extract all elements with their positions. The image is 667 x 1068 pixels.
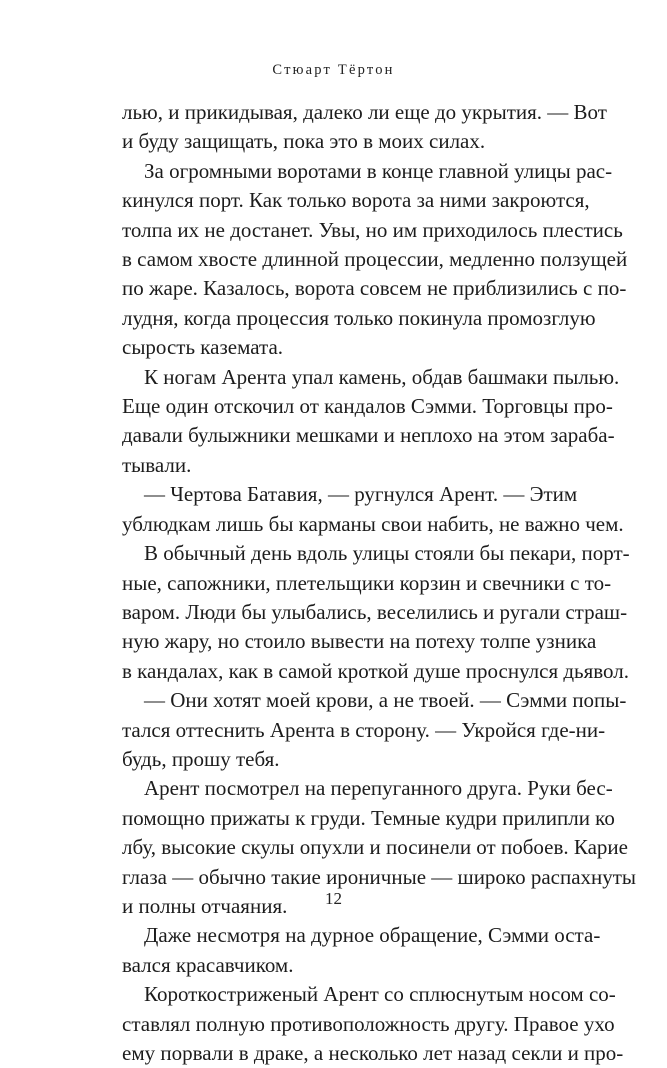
text-line: глаза — обычно такие ироничные — широко распахнуты bbox=[122, 864, 637, 889]
text-line: толпа их не достанет. Увы, но им приходилось плестись bbox=[122, 217, 623, 242]
text-line: вался красавчиком. bbox=[122, 952, 294, 977]
text-line: и буду защищать, пока это в моих силах. bbox=[122, 129, 486, 154]
text-line: Короткостриженый Арент со сплюснутым носом со- bbox=[144, 982, 616, 1007]
text-line: ставлял полную противоположность другу. Правое ухо bbox=[122, 1011, 615, 1036]
text-line: давали булыжники мешками и неплохо на этом зараба- bbox=[122, 423, 615, 448]
text-line: ему порвали в драке, а несколько лет назад секли и про- bbox=[122, 1041, 624, 1065]
text-line: кинулся порт. Как только ворота за ними закроются, bbox=[122, 188, 590, 213]
text-line: по жаре. Казалось, ворота совсем не приблизились с по- bbox=[122, 276, 627, 301]
page-number: 12 bbox=[325, 889, 342, 908]
text-line: тался оттеснить Арента в сторону. — Укройся где-ни- bbox=[122, 717, 606, 742]
paragraph-3 bbox=[100, 363, 620, 481]
text-line: сырость каземата. bbox=[122, 335, 284, 360]
paragraph-5 bbox=[100, 539, 630, 686]
paragraph-6 bbox=[100, 686, 627, 774]
text-line: будь, прошу тебя. bbox=[122, 746, 280, 771]
paragraph-4 bbox=[100, 480, 624, 539]
text-line: и полны отчаяния. bbox=[122, 893, 288, 918]
text-line: помощно прижаты к груди. Темные кудри прилипли ко bbox=[122, 805, 615, 830]
body-text bbox=[100, 98, 637, 1068]
text-line: тывали. bbox=[122, 452, 192, 477]
text-line: За огромными воротами в конце главной улицы рас- bbox=[144, 158, 613, 183]
paragraph-8 bbox=[100, 921, 601, 980]
text-line: В обычный день вдоль улицы стояли бы пекари, порт- bbox=[144, 541, 630, 566]
text-line: лбу, высокие скулы опухли и посинели от побоев. Карие bbox=[122, 835, 628, 860]
text-line: — Чертова Батавия, — ругнулся Арент. — Этим bbox=[144, 482, 578, 507]
text-line: ную жару, но стоило вывести на потеху толпе узника bbox=[122, 629, 597, 654]
text-line: Даже несмотря на дурное обращение, Сэмми оста- bbox=[144, 923, 601, 948]
text-line: — Они хотят моей крови, а не твоей. — Сэмми попы- bbox=[144, 688, 627, 713]
text-line: ные, сапожники, плетельщики корзин и свечники с то- bbox=[122, 570, 612, 595]
text-line: лудня, когда процессия только покинула промозглую bbox=[122, 305, 596, 330]
text-line: Еще один отскочил от кандалов Сэмми. Торговцы про- bbox=[122, 394, 613, 419]
book-page bbox=[100, 0, 637, 1065]
text-line: лью, и прикидывая, далеко ли еще до укрытия. — Вот bbox=[122, 100, 607, 124]
text-line: в самом хвосте длинной процессии, медленно ползущей bbox=[122, 247, 628, 272]
text-line: Арент посмотрел на перепуганного друга. Руки бес- bbox=[144, 776, 613, 801]
text-line: варом. Люди бы улыбались, веселились и ругали страш- bbox=[122, 599, 628, 624]
text-line: К ногам Арента упал камень, обдав башмаки пылью. bbox=[144, 364, 620, 389]
paragraph-1 bbox=[100, 98, 607, 157]
running-head: Стюарт Тёртон bbox=[272, 62, 395, 78]
text-line: в кандалах, как в самой кроткой душе проснулся дьявол. bbox=[122, 658, 630, 683]
paragraph-2 bbox=[100, 157, 628, 363]
text-line: ублюдкам лишь бы карманы свои набить, не важно чем. bbox=[122, 511, 624, 536]
paragraph-9 bbox=[100, 980, 624, 1068]
